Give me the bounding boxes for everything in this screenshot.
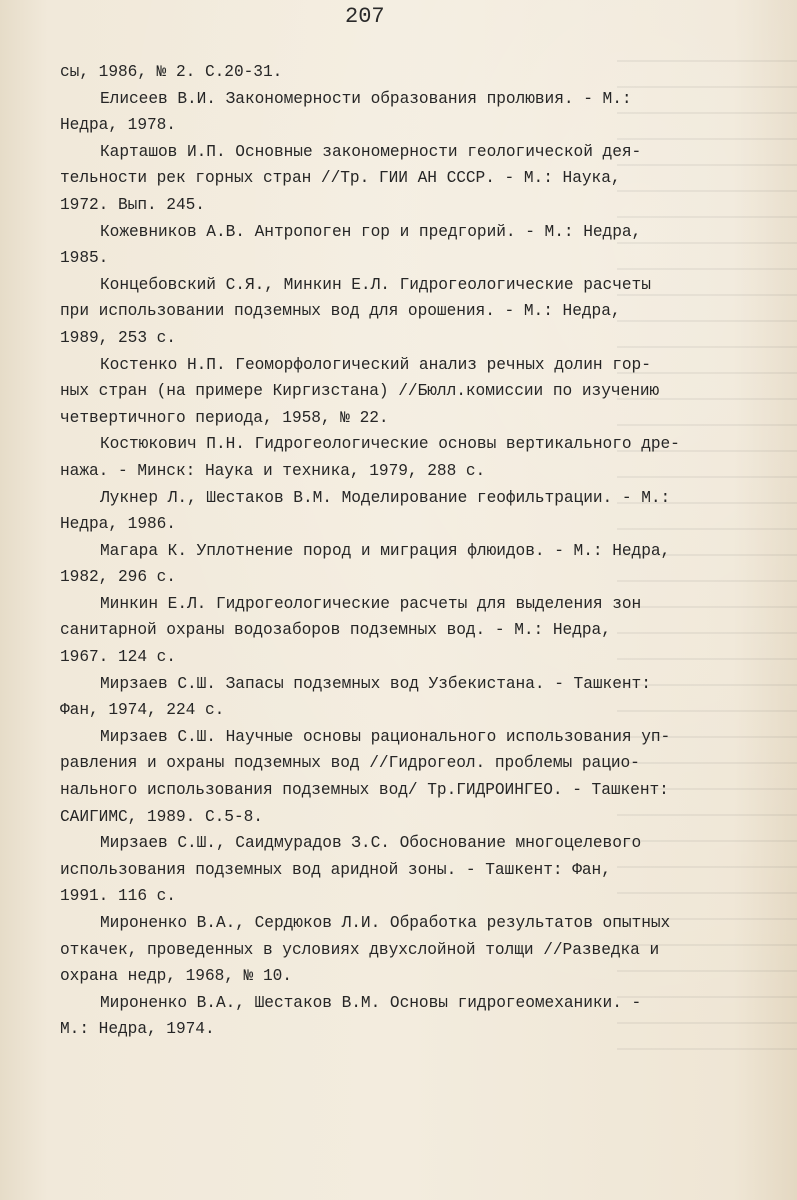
reference-first-line: Мироненко В.А., Шестаков В.М. Основы гидрогеомеханики. - bbox=[100, 993, 642, 1012]
reference-continuation-line: охрана недр, 1968, № 10. bbox=[60, 967, 292, 986]
page-number: 207 bbox=[345, 4, 385, 29]
reference-continuation-line: тельности рек горных стран //Тр. ГИИ АН СССР. - М.: Наука, bbox=[60, 169, 621, 188]
reference-continuation-line: нажа. - Минск: Наука и техника, 1979, 288 с. bbox=[60, 461, 486, 480]
reference-continuation-line: 1972. Вып. 245. bbox=[60, 195, 205, 214]
reference-continuation-line: М.: Недра, 1974. bbox=[60, 1020, 215, 1039]
reference-first-line: Елисеев В.И. Закономерности образования пролювия. - М.: bbox=[100, 89, 632, 108]
reference-continuation-line: четвертичного периода, 1958, № 22. bbox=[60, 408, 389, 427]
reference-first-line: Концебовский С.Я., Минкин Е.Л. Гидрогеологические расчеты bbox=[100, 275, 651, 294]
reference-first-line: Мироненко В.А., Сердюков Л.И. Обработка результатов опытных bbox=[100, 914, 671, 932]
reference-continuation-line: 1991. 116 с. bbox=[60, 887, 176, 906]
reference-first-line: Мирзаев С.Ш., Саидмурадов З.С. Обоснование многоцелевого bbox=[100, 834, 642, 853]
reference-first-line: Минкин Е.Л. Гидрогеологические расчеты для выделения зон bbox=[100, 594, 642, 613]
reference-continuation-line: нального использования подземных вод/ Тр.ГИДРОИНГЕО. - Ташкент: bbox=[60, 781, 669, 800]
reference-continuation-line: Недра, 1978. bbox=[60, 116, 176, 135]
reference-continuation-line: равления и охраны подземных вод //Гидрогеол. проблемы рацио- bbox=[60, 754, 640, 773]
reference-first-line: Кожевников А.В. Антропоген гор и предгорий. - М.: Недра, bbox=[100, 222, 642, 241]
reference-continuation-line: 1982, 296 с. bbox=[60, 568, 176, 587]
reference-continuation-line: Фан, 1974, 224 с. bbox=[60, 701, 225, 720]
reference-continuation-line: САИГИМС, 1989. С.5-8. bbox=[60, 807, 263, 826]
reference-continuation-line: сы, 1986, № 2. С.20-31. bbox=[60, 63, 283, 81]
reference-continuation-line: 1967. 124 с. bbox=[60, 648, 176, 667]
reference-first-line: Карташов И.П. Основные закономерности геологической дея- bbox=[100, 142, 642, 161]
bibliography-list bbox=[60, 59, 740, 1043]
reference-first-line: Лукнер Л., Шестаков В.М. Моделирование геофильтрации. - М.: bbox=[100, 488, 671, 507]
reference-continuation-line: 1985. bbox=[60, 249, 109, 268]
reference-first-line: Костенко Н.П. Геоморфологический анализ речных долин гор- bbox=[100, 355, 651, 374]
reference-continuation-line: использования подземных вод аридной зоны. - Ташкент: Фан, bbox=[60, 860, 611, 879]
reference-continuation-line: 1989, 253 с. bbox=[60, 328, 176, 347]
reference-first-line: Костюкович П.Н. Гидрогеологические основы вертикального дре- bbox=[100, 435, 680, 454]
reference-first-line: Мирзаев С.Ш. Научные основы рационального использования уп- bbox=[100, 727, 671, 746]
reference-first-line: Магара К. Уплотнение пород и миграция флюидов. - М.: Недра, bbox=[100, 541, 671, 560]
reference-continuation-line: откачек, проведенных в условиях двухслойной толщи //Разведка и bbox=[60, 940, 660, 959]
reference-first-line: Мирзаев С.Ш. Запасы подземных вод Узбекистана. - Ташкент: bbox=[100, 674, 651, 693]
reference-continuation-line: санитарной охраны водозаборов подземных вод. - М.: Недра, bbox=[60, 621, 611, 640]
reference-continuation-line: ных стран (на примере Киргизстана) //Бюлл.комиссии по изучению bbox=[60, 382, 660, 401]
reference-continuation-line: при использовании подземных вод для орошения. - М.: Недра, bbox=[60, 302, 621, 321]
reference-continuation-line: Недра, 1986. bbox=[60, 515, 176, 534]
